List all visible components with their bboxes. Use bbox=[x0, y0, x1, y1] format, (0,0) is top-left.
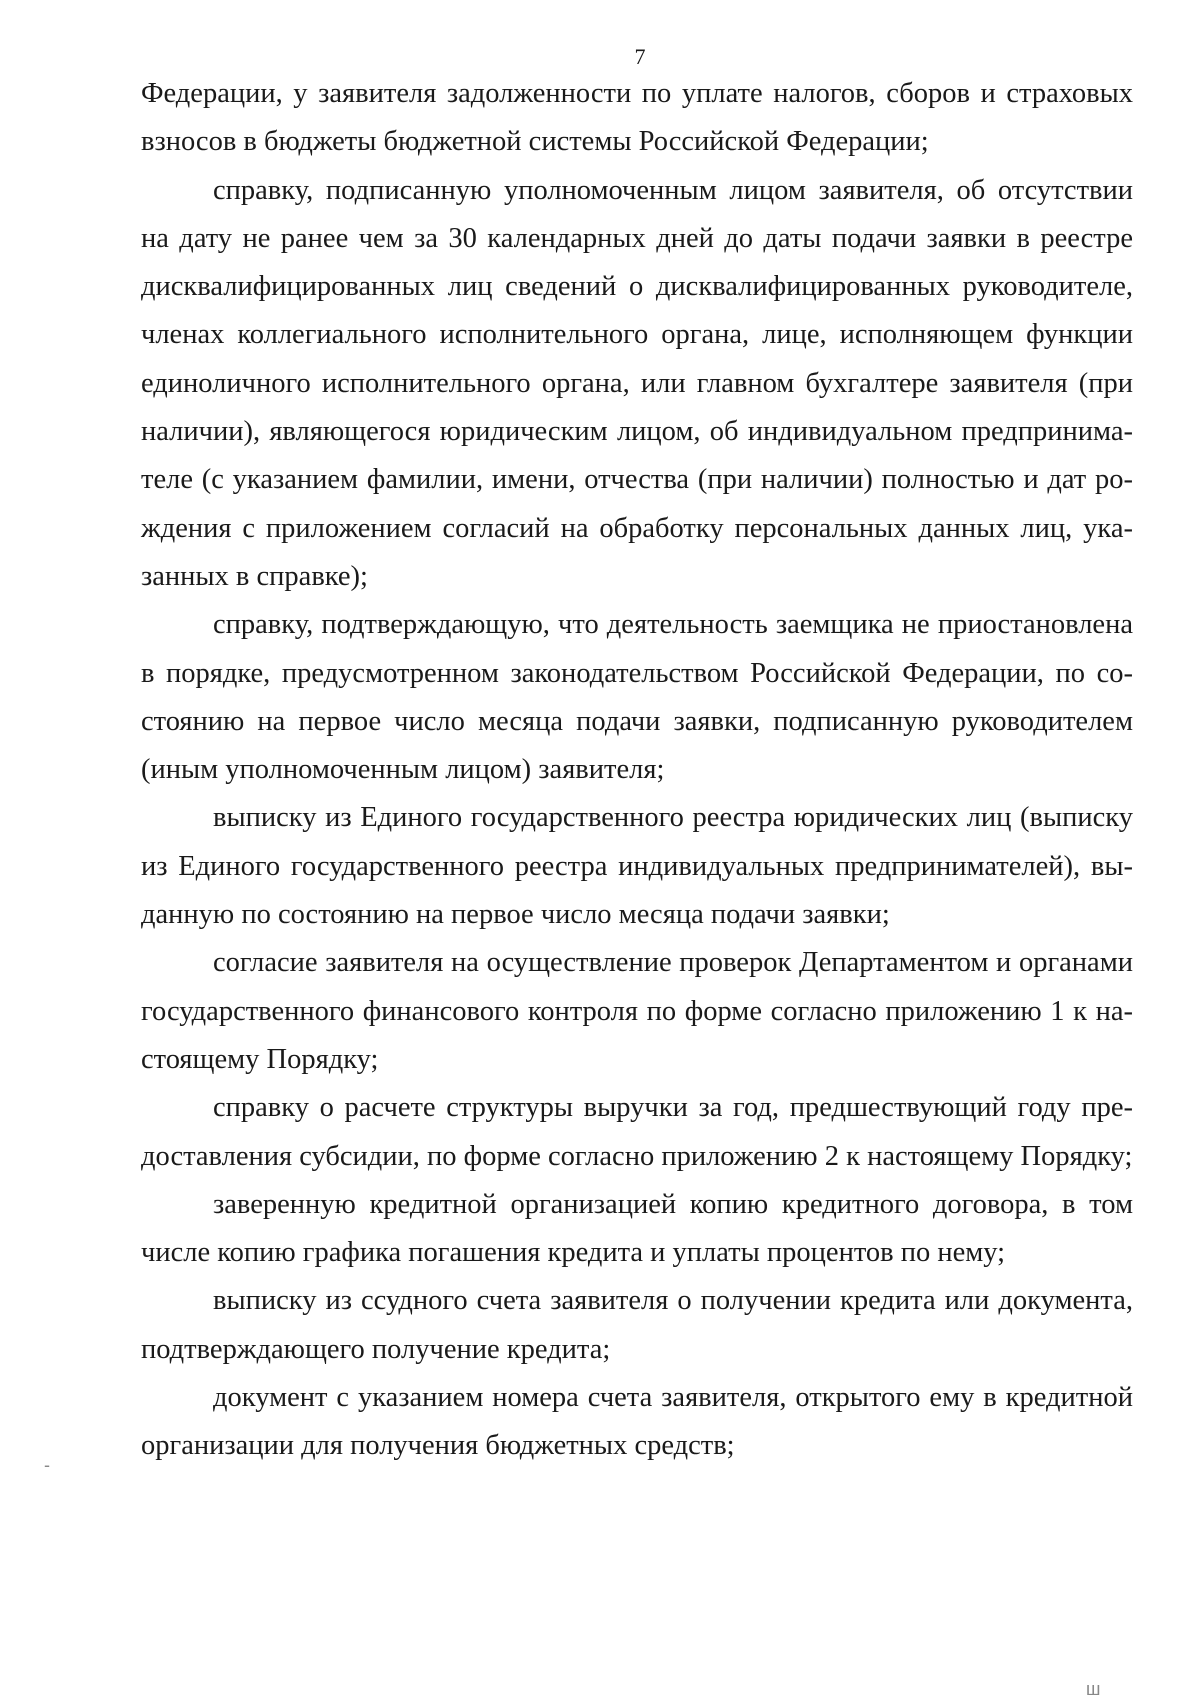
page-number: 7 bbox=[634, 44, 646, 69]
paragraph-continuation: Федерации, у заявителя задолженности по уплате налогов, сборов и страховых взносов в бюджеты бюджетной системы Российской Федерации; bbox=[141, 78, 1133, 158]
paragraph-credit-agreement-copy: заверенную кредитной организацией копию кредитного договора, в том числе копию графика погашения кредита и уплаты процентов по нему; bbox=[141, 1188, 1133, 1269]
paragraph-revenue-structure-certificate: справку о расчете структуры выручки за год, предшествующий году предоставления субсидии, по форме согласно приложению 2 к настоящему Порядку; bbox=[141, 1092, 1133, 1172]
paragraph-account-number-document: документ с указанием номера счета заявителя, открытого ему в кредитной организации для получения бюджетных средств; bbox=[141, 1382, 1133, 1462]
document-body bbox=[141, 70, 1133, 1471]
paragraph-inspection-consent: согласие заявителя на осуществление проверок Департаментом и органами государственного финансового контроля по форме согласно приложению 1 к настоящему Порядку; bbox=[141, 947, 1133, 1075]
paragraph-activity-not-suspended-certificate: справку, подтверждающую, что деятельность заемщика не приостановлена в порядке, предусмотренном законодательством Российской Федерации, по состоянию на первое число месяца подачи заявки, подписанную руководителем (иным уполномоченным лицом) заявителя; bbox=[141, 609, 1133, 786]
paragraph-loan-account-extract: выписку из ссудного счета заявителя о получении кредита или документа, подтверждающего получение кредита; bbox=[141, 1285, 1133, 1365]
scan-artifact-left: - bbox=[44, 1455, 50, 1475]
scan-artifact-bottom: ш bbox=[1086, 1679, 1103, 1699]
paragraph-egrul-extract: выписку из Единого государственного реестра юридических лиц (выписку из Единого государственного реестра индивидуальных предпринимателей), выданную по состоянию на первое число месяца подачи заявки; bbox=[141, 802, 1133, 931]
paragraph-disqualified-persons-certificate: справку, подписанную уполномоченным лицом заявителя, об отсутствии на дату не ранее чем за 30 календарных дней до даты подачи заявки в реестре дисквалифицированных лиц сведений о дисквалифицированных руководителе, членах коллегиального исполнительного органа, лице, исполняющем функции единоличного исполнительного органа, или главном бухгалтере заявителя (при наличии), являющегося юридическим лицом, об индивидуальном предпринимателе (с указанием фамилии, имени, отчества (при наличии) полностью и дат рождения с приложением согласий на обработку персональных данных лиц, указанных в справке); bbox=[141, 174, 1133, 592]
